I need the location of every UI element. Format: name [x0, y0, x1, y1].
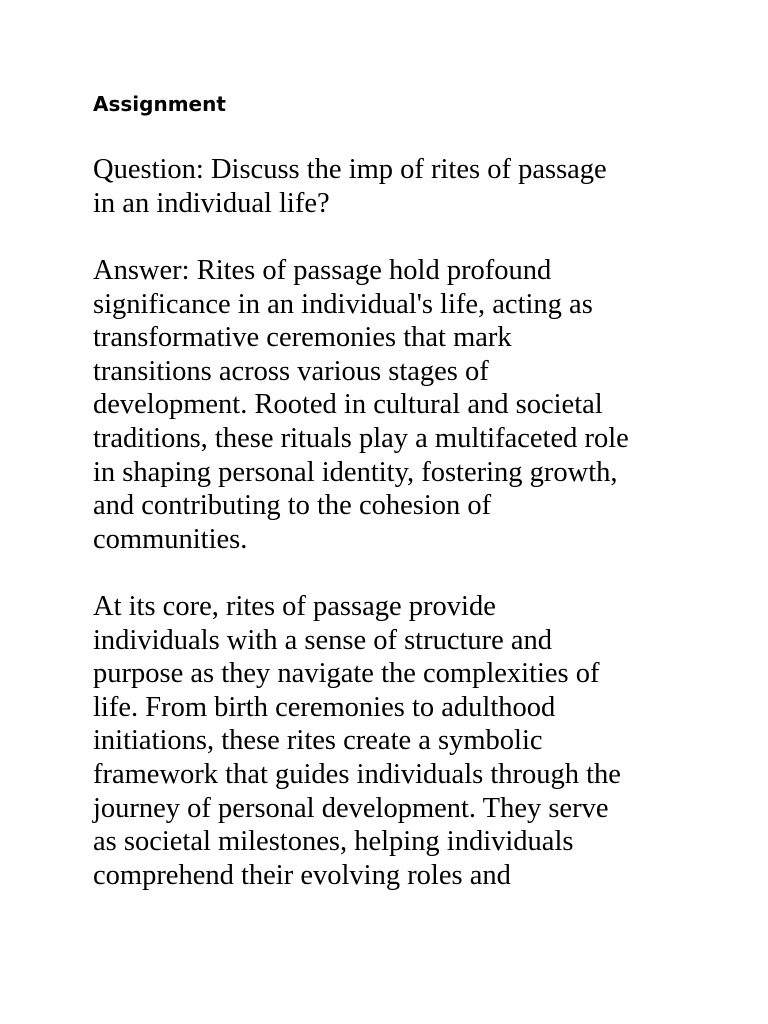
answer-line: and contributing to the cohesion of: [93, 490, 492, 522]
answer-line: transitions across various stages of: [93, 355, 489, 387]
core-line: framework that guides individuals through the: [93, 758, 621, 790]
question-paragraph: [93, 153, 607, 220]
core-paragraph: [93, 590, 621, 892]
answer-line: development. Rooted in cultural and societal: [93, 389, 603, 421]
core-line: purpose as they navigate the complexities of: [93, 658, 600, 690]
answer-line: traditions, these rituals play a multifaceted role: [93, 422, 629, 454]
question-line: Question: Discuss the imp of rites of passage: [93, 154, 607, 185]
answer-line: Answer: Rites of passage hold profound: [93, 255, 552, 286]
answer-line: significance in an individual's life, acting as: [93, 288, 593, 320]
core-line: initiations, these rites create a symbolic: [93, 725, 543, 757]
core-line: individuals with a sense of structure and: [93, 624, 553, 656]
question-line: in an individual life?: [93, 187, 330, 219]
core-line: At its core, rites of passage provide: [93, 591, 496, 622]
core-line: journey of personal development. They serve: [93, 792, 609, 824]
assignment-heading: Assignment: [93, 92, 226, 116]
core-line: comprehend their evolving roles and: [93, 859, 511, 891]
core-line: as societal milestones, helping individuals: [93, 826, 574, 858]
core-line: life. From birth ceremonies to adulthood: [93, 691, 556, 723]
answer-line: communities.: [93, 523, 248, 555]
answer-line: in shaping personal identity, fostering growth,: [93, 456, 618, 488]
answer-line: transformative ceremonies that mark: [93, 322, 512, 354]
answer-paragraph: [93, 254, 629, 556]
